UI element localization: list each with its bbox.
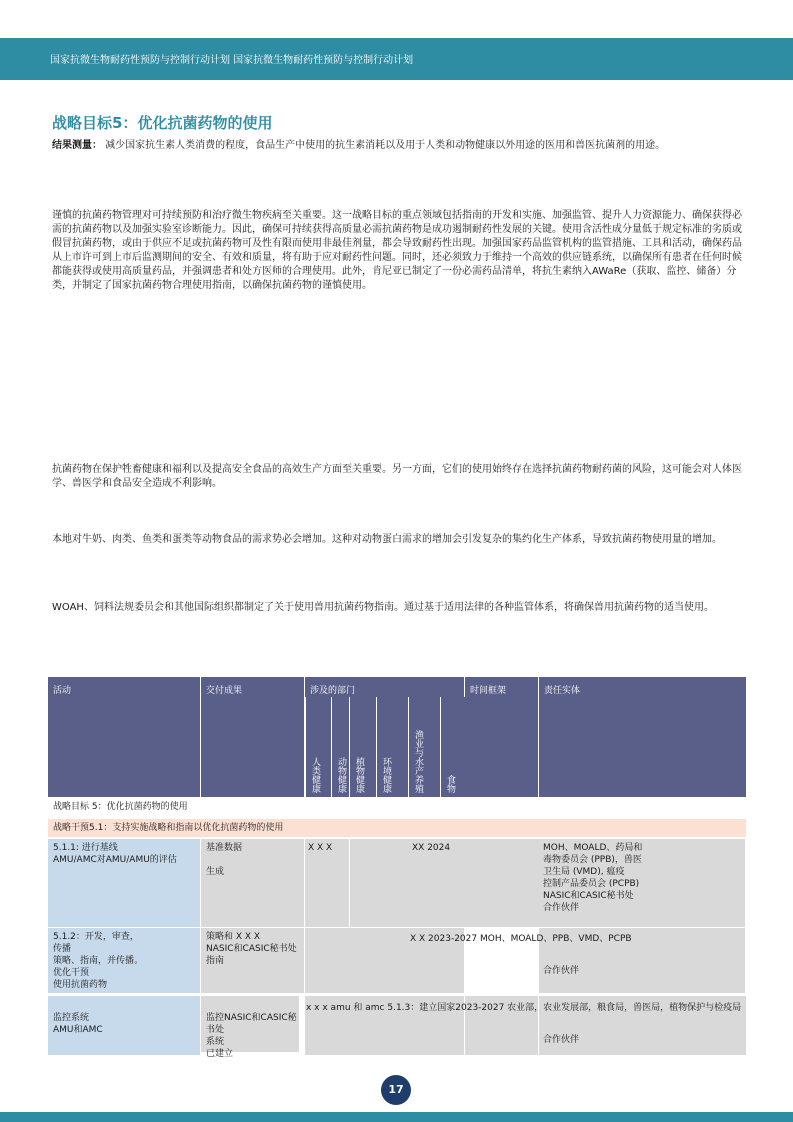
sector-animal: 动物健康 — [331, 697, 350, 797]
row1-deliverable: 基准数据 生成 — [201, 839, 304, 927]
row3-activity-text: 监控系统 AMU和AMC — [53, 1013, 103, 1035]
header-timeframe: 时间框架 — [465, 677, 538, 797]
result-text: 减少国家抗生素人类消费的程度，食品生产中使用的抗生素消耗以及用于人类和动物健康以外用途的医用和兽医抗菌剂的用途。 — [102, 140, 666, 151]
objective-row: 战略目标 5：优化抗菌药物的使用 — [48, 801, 751, 817]
header-sectors: 涉及的部门 — [305, 677, 464, 697]
row1-timeframe: XX 2024 — [408, 839, 539, 927]
paragraph: WOAH、饲料法规委员会和其他国际组织都制定了关于使用兽用抗菌药物指南。通过基于适用法律的各种监管体系，将确保兽用抗菌药物的适当使用。 — [52, 602, 714, 613]
page-number: 17 — [381, 1075, 411, 1105]
row3-partners: 合作伙伴 — [543, 1035, 580, 1045]
action-table — [48, 677, 746, 1057]
row3-activity — [48, 996, 200, 1055]
header-deliverable: 交付成果 — [201, 677, 304, 797]
row2-activity: 5.1.2：开发，审查， 传播 策略、指南，并传播。 优化干预 使用抗菌药物 — [48, 928, 200, 993]
result-measure — [52, 139, 742, 153]
paragraph: 本地对牛奶、肉类、鱼类和蛋类等动物食品的需求势必会增加。这种对动物蛋白需求的增加会引发复杂的集约化生产体系，导致抗菌药物使用量的增加。 — [52, 534, 722, 545]
top-banner — [0, 38, 793, 80]
intervention-row: 战略干预5.1：支持实施战略和指南以优化抗菌药物的使用 — [48, 819, 746, 837]
sector-human: 人类健康 — [305, 697, 332, 797]
row1-responsible: MOH、MOALD、药局和 毒物委员会 (PPB)，兽医 卫生局 (VMD), 瘟疫 控制产品委员会 (PCPB) NASIC和CASIC秘书处 合作伙伴 — [539, 839, 745, 927]
row3-overflow-text: x x x amu 和 amc 5.1.3：建立国家2023-2027 农业部，农业发展部，粮食局，兽医局，植物保护与检疫局 — [306, 1003, 742, 1013]
section-title: 战略目标5：优化抗菌药物的使用 — [52, 114, 273, 132]
result-label: 结果测量： — [52, 140, 102, 151]
row2-deliverable: 策略和 X X X NASIC和CASIC秘书处指南 — [201, 928, 304, 993]
sector-food: 食物 — [440, 697, 465, 797]
sector-environment: 环境健康 — [376, 697, 409, 797]
running-title: 国家抗微生物耐药性预防与控制行动计划 国家抗微生物耐药性预防与控制行动计划 — [50, 55, 414, 66]
header-responsible: 责任实体 — [539, 677, 746, 797]
bottom-banner — [0, 1112, 793, 1122]
paragraph: 谨慎的抗菌药物管理对可持续预防和治疗微生物疾病至关重要。这一战略目标的重点领域包括指南的开发和实施、加强监管、提升人力资源能力、确保获得必需的抗菌药物以及加强实验室诊断能力。因此，确保可持续获得高质量必需抗菌药物是成功遏制耐药性发展的关键。使用含活性成分量低于规定标准的劣质或假冒抗菌药物，或由于供应不足或抗菌药物可及性有限而使用非最佳剂量，都会导致耐药性出现。加强国家药品监管机构的监管措施、工具和活动，确保药品从上市许可到上市后监测期间的安全、有效和质量，将有助于应对耐药性问题。同时，还必须致力于维持一个高效的供应链系统，以确保所有患者在任何时候都能获得或使用高质量药品，并强调患者和处方医师的合理使用。此外，肯尼亚已制定了一份必需药品清单，将抗生素纳入AWaRe（获取、监控、储备）分类，并制定了国家抗菌药物合理使用指南，以确保抗菌药物的谨慎使用。 — [52, 210, 742, 291]
row3-deliverable — [201, 996, 299, 1059]
row1-marks: X X X — [305, 839, 463, 927]
row2-partners: 合作伙伴 — [543, 966, 580, 976]
row3-deliverable-text: 监控NASIC和CASIC秘书处 系统 已建立 — [206, 1013, 297, 1059]
sector-fisheries: 渔业与水产养殖 — [408, 697, 441, 797]
row1-activity: 5.1.1: 进行基线 AMU/AMC对AMU/AMU的评估 — [48, 839, 200, 927]
row1-sector-grid — [349, 839, 350, 927]
paragraph: 抗菌药物在保护牲畜健康和福利以及提高安全食品的高效生产方面至关重要。另一方面，它们的使用始终存在选择抗菌药物耐药菌的风险，这可能会对人体医学、兽医学和食品安全造成不利影响。 — [52, 464, 742, 489]
sector-plant: 植物健康 — [349, 697, 377, 797]
row2-timeframe-overflow: X X 2023-2027 MOH、MOALD、PPB、VMD、PCPB — [410, 934, 632, 944]
header-activity: 活动 — [48, 677, 200, 797]
